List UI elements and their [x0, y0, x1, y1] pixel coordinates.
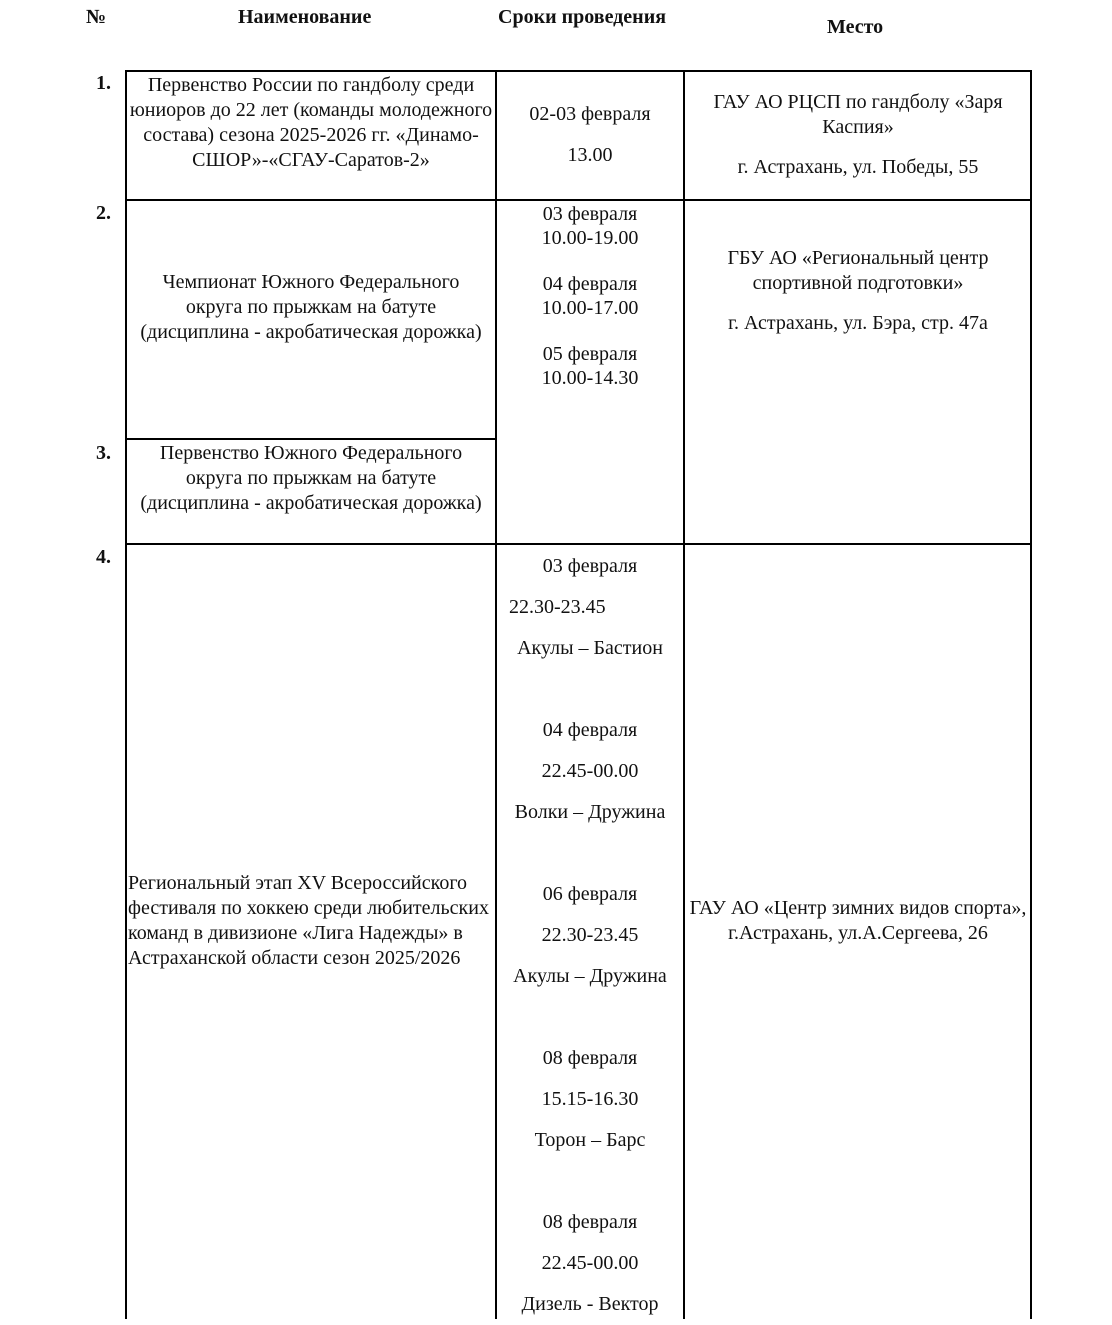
- col-divider-dates-place: [683, 70, 685, 1319]
- row-1-place: [686, 90, 1030, 180]
- row-2-time-3: 10.00-14.30: [541, 367, 639, 389]
- row-3-name: Первенство Южного Федерального округа по прыжкам на батуте (дисциплина - акробатическая дорожка): [140, 442, 482, 514]
- header-dates: Сроки проведения: [498, 6, 667, 28]
- row-4-time-1: 22.30-23.45: [509, 596, 606, 618]
- row-2-date-1: 03 февраля: [542, 203, 638, 225]
- row-4-match-2: Волки – Дружина: [514, 801, 666, 823]
- row-2-name: Чемпионат Южного Федерального округа по прыжкам на батуте (дисциплина - акробатическая дорожка): [140, 271, 482, 343]
- row-number-1: 1.: [96, 72, 111, 94]
- row-number-2: 2.: [96, 202, 111, 224]
- row-2-address: г. Астрахань, ул. Бэра, стр. 47а: [728, 312, 988, 334]
- row-4-date-2: 04 февраля: [542, 719, 638, 741]
- row-2-time-1: 10.00-19.00: [541, 227, 639, 249]
- header-name: Наименование: [238, 6, 372, 28]
- table-border-left: [125, 70, 127, 1319]
- row-divider-3: [125, 543, 1032, 545]
- header-place: Место: [827, 16, 884, 38]
- row-2-place: [686, 246, 1030, 336]
- row-number-4: 4.: [96, 546, 111, 568]
- row-4-date-1: 03 февраля: [542, 555, 638, 577]
- table-border-right: [1030, 70, 1032, 1319]
- row-4-dates: [497, 546, 683, 1325]
- row-2-dates: [497, 202, 683, 390]
- row-4-time-2: 22.45-00.00: [541, 760, 639, 782]
- row-4-place: ГАУ АО «Центр зимних видов спорта», г.Астрахань, ул.А.Сергеева, 26: [689, 897, 1027, 944]
- row-4-match-5: Дизель - Вектор: [521, 1293, 659, 1315]
- row-4-date-5: 08 февраля: [542, 1211, 638, 1233]
- row-number-3: 3.: [96, 442, 111, 464]
- row-1-name: Первенство России по гандболу среди юниоров до 22 лет (команды молодежного состава) сезона 2025-2026 гг. «Динамо-СШОР»-«СГАУ-Саратов-2»: [129, 74, 493, 171]
- row-4-time-4: 15.15-16.30: [541, 1088, 639, 1110]
- row-4-time-3: 22.30-23.45: [541, 924, 639, 946]
- row-1-dates: [497, 94, 683, 176]
- row-1-time: 13.00: [567, 144, 613, 166]
- row-4-time-5: 22.45-00.00: [541, 1252, 639, 1274]
- row-divider-1: [125, 199, 1032, 201]
- row-4-match-3: Акулы – Дружина: [513, 965, 667, 987]
- table-border-top: [125, 70, 1032, 72]
- row-4-match-4: Торон – Барс: [534, 1129, 646, 1151]
- row-4-match-1: Акулы – Бастион: [517, 637, 663, 659]
- row-2-date-2: 04 февраля: [542, 273, 638, 295]
- row-4-date-3: 06 февраля: [542, 883, 638, 905]
- header-number: №: [86, 6, 107, 28]
- row-4-name: Региональный этап XV Всероссийского фестиваля по хоккею среди любительских команд в дивизионе «Лига Надежды» в Астраханской области сезон 2025/2026: [128, 872, 489, 969]
- row-1-venue: ГАУ АО РЦСП по гандболу «Заря Каспия»: [713, 91, 1003, 138]
- row-1-address: г. Астрахань, ул. Победы, 55: [737, 156, 979, 178]
- row-1-date: 02-03 февраля: [529, 103, 651, 125]
- row-2-date-3: 05 февраля: [542, 343, 638, 365]
- row-divider-2-3: [125, 438, 497, 440]
- row-2-venue: ГБУ АО «Региональный центр спортивной подготовки»: [727, 247, 989, 294]
- row-4-date-4: 08 февраля: [542, 1047, 638, 1069]
- row-2-time-2: 10.00-17.00: [541, 297, 639, 319]
